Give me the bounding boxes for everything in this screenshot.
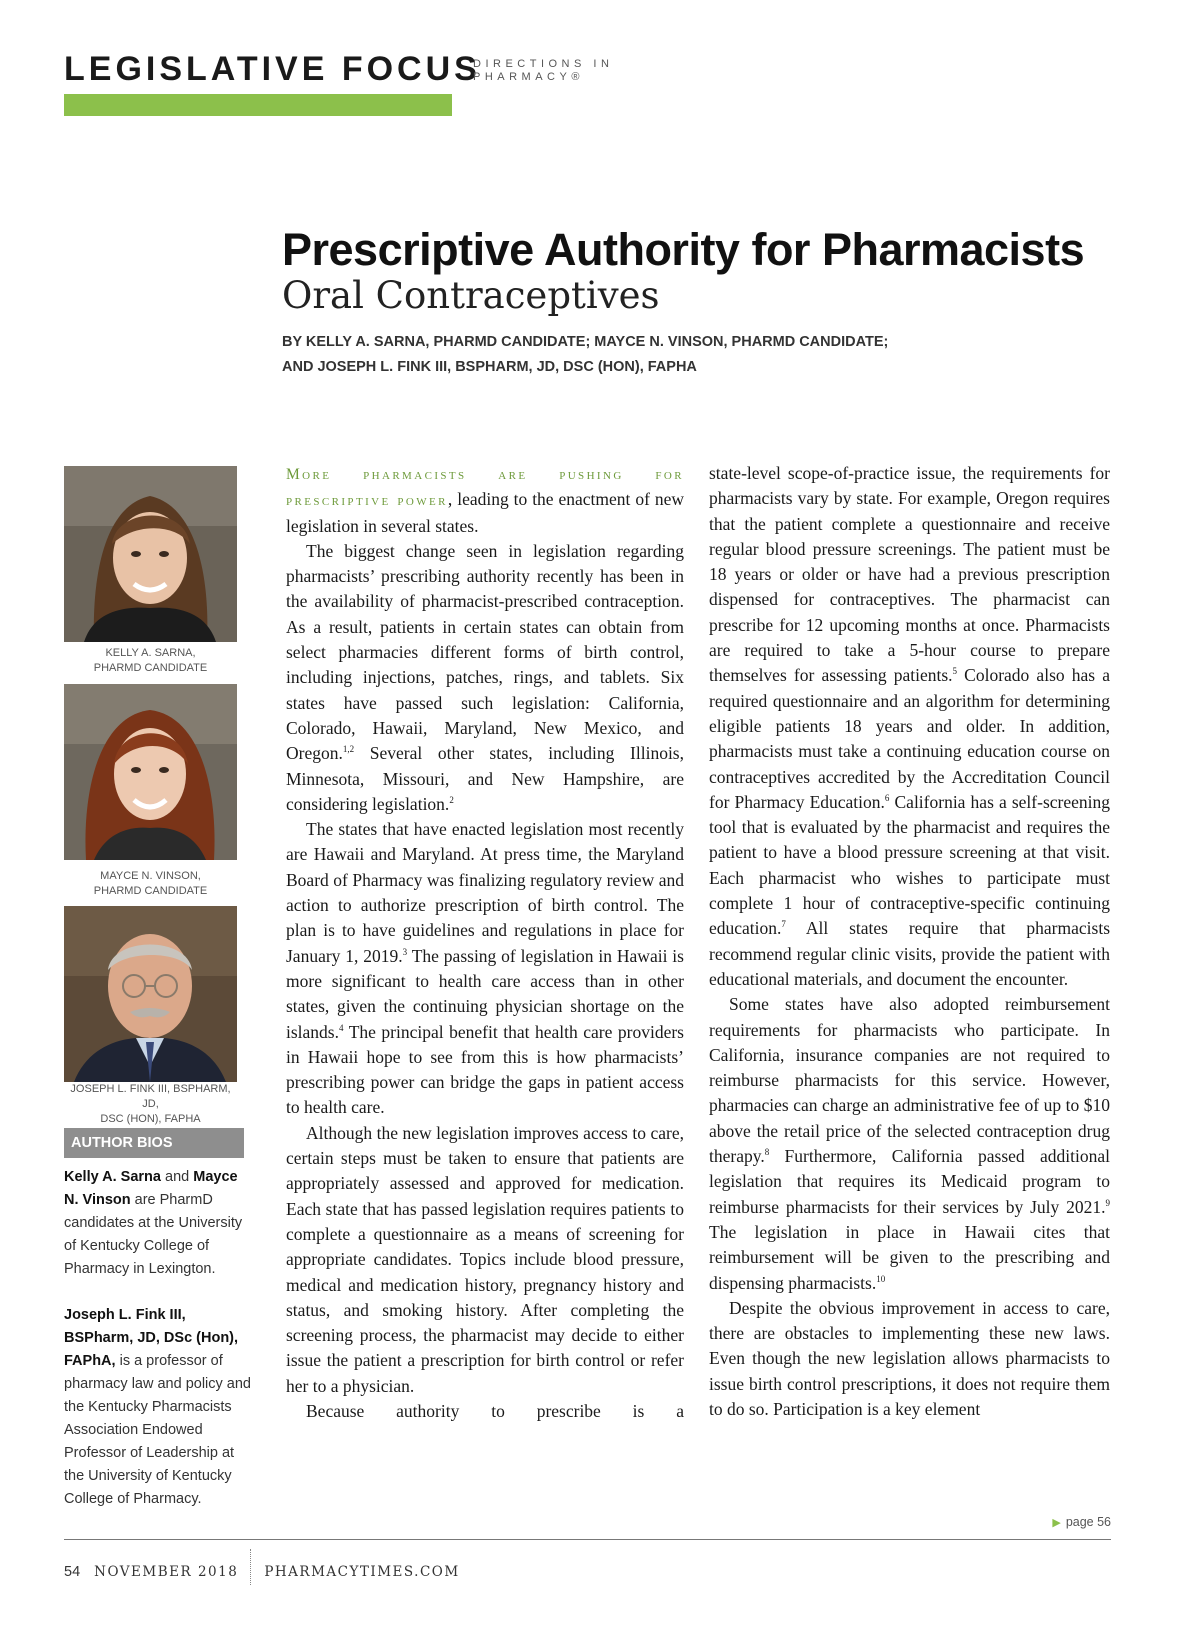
paragraph-text: Some states have also adopted reimbursement requirements for pharmacists who participate. In California, insurance companies are not required to reimburse pharmacists for this service. However, pharmacies can charge an administrative fee of up to $10 above the retail price of the selected contraception drug therapy. [709,994,1110,1167]
continued-on-page[interactable] [1052,1515,1111,1529]
paragraph [709,992,1110,1296]
body-column-1 [286,461,684,1424]
author-bio-fink [64,1304,254,1511]
author-caption-vinson [64,869,237,899]
section-accent-bar [64,94,452,116]
caption-line: JOSEPH L. FINK III, BSPHARM, JD, [70,1083,231,1110]
paragraph-text: The legislation in place in Hawaii cites that reimbursement will be given to the prescribing and dispensing pharmacists. [709,1221,1110,1293]
paragraph [709,1296,1110,1422]
paragraph [286,1399,684,1424]
footnote-ref: 7 [781,919,786,930]
paragraph-text: state-level scope-of-practice issue, the requirements for pharmacists vary by state. For example, Oregon requires that the patient complete a questionnaire and receive regular blood pressure screenings. The patient must be 18 years or older or have had a previous prescription dispensed for contraceptives. The pharmacist can prescribe for 12 upcoming months at once. Pharmacists are required to take a 5-hour course to prepare themselves for assessing patients. [709,463,1110,686]
paragraph-text: Several other states, including Illinois, Minnesota, Missouri, and New Hampshire, are considering legislation. [286,743,684,814]
paragraph [286,1121,684,1399]
byline-line-2: AND JOSEPH L. FINK III, BSPHARM, JD, DSC (HON), FAPHA [282,359,697,375]
caption-line: KELLY A. SARNA, [105,647,196,659]
paragraph-text: , leading to the enactment of new legislation in several states. [286,489,684,536]
paragraph-text: The biggest change seen in legislation regarding pharmacists’ prescribing authority recently has been in the availability of pharmacist-prescribed contraception. As a result, patients in certain states can obtain from select pharmacies different forms of birth control, including injections, patches, rings, and tablets. Six states have passed such legislation: California, Colorado, Hawaii, Maryland, New Mexico, and Oregon. [286,540,684,764]
caption-line: DSC (HON), FAPHA [100,1113,201,1125]
bio-text: is a professor of pharmacy law and policy and the Kentucky Pharmacists Association Endowed Professor of Leadership at the University of Kentucky College of Pharmacy. [64,1353,251,1507]
byline-line-1: BY KELLY A. SARNA, PHARMD CANDIDATE; MAYCE N. VINSON, PHARMD CANDIDATE; [282,334,889,350]
page-number: 54 [64,1564,81,1581]
paragraph-text: Although the new legislation improves access to care, certain steps must be taken to ensure that patients are appropriately assessed and approved for medication. Each state that has passed legislation requires patients to complete a questionnaire as a means of screening for appropriate candidates. Topics include blood pressure, medical and medication history, pregnancy history and status, and smoking history. After completing the screening process, the pharmacist may decide to either issue the patient a prescription for birth control or refer her to a physician. [286,1122,684,1396]
bio-name: Joseph L. Fink III, BSPharm, JD, DSc (Hon), FAPhA, [64,1307,239,1369]
byline [282,330,888,380]
author-photo-sarna [64,466,237,642]
bio-text: are PharmD candidates at the University of Kentucky College of Pharmacy in Lexington. [64,1192,243,1277]
paragraph [709,461,1110,992]
caption-line: PHARMD CANDIDATE [93,885,208,897]
lead-in: More pharmacists are pushing for prescriptive power [286,466,684,510]
caption-line: MAYCE N. VINSON, [100,870,201,882]
brand-mark [473,58,613,84]
brand-line-1: DIRECTIONS IN [473,58,614,70]
author-photo-fink [64,906,237,1082]
caption-line: PHARMD CANDIDATE [93,662,208,674]
footnote-ref: 1,2 [342,744,355,755]
brand-line-2: PHARMACY® [473,71,584,83]
footnote-ref: 4 [339,1022,344,1033]
paragraph [286,461,684,539]
author-caption-sarna [64,646,237,676]
footnote-ref: 8 [764,1147,770,1158]
footnote-ref: 6 [884,793,890,804]
page-footer [64,1555,460,1591]
paragraph-text: The passing of legislation in Hawaii is more significant to health care access than in other states, given the continuing physician shortage on the islands. [286,945,684,1042]
bio-name: Kelly A. Sarna [64,1169,161,1185]
bio-text: and [160,1169,194,1185]
author-bios-label: AUTHOR BIOS [64,1128,244,1158]
paragraph-text: California has a self-screening tool that is evaluated by the pharmacist and requires the patient to have a blood pressure screening at that visit. Each pharmacist who wishes to participate must complete 1 hour of contraceptive-specific continuing education. [709,791,1110,939]
footnote-ref: 2 [449,795,454,806]
footer-rule [64,1539,1111,1540]
paragraph [286,539,684,817]
footnote-ref: 5 [952,666,958,677]
author-photo-vinson [64,684,237,860]
paragraph [286,817,684,1121]
article-subtitle: Oral Contraceptives [282,274,660,317]
paragraph-text: Furthermore, California passed additional legislation that requires its Medicaid program to reimburse pharmacists for their services by July 2021. [709,1146,1110,1217]
paragraph-text: The states that have enacted legislation most recently are Hawaii and Maryland. At press time, the Maryland Board of Pharmacy was finalizing regulatory review and action to authorize prescription of birth control. The plan is to have guidelines and regulations in place for January 1, 2019. [286,819,684,966]
website-link[interactable]: PHARMACYTIMES.COM [264,1564,460,1581]
bio-name: Mayce N. Vinson [64,1169,238,1208]
article-title: Prescriptive Authority for Pharmacists [282,224,1085,275]
footnote-ref: 9 [1105,1197,1110,1208]
footnote-ref: 3 [402,946,408,957]
triangle-right-icon: ▶ [1052,1517,1061,1529]
paragraph-text: All states require that pharmacists recommend regular clinic visits, provide the patient with educational materials, and document the encounter. [709,918,1110,989]
paragraph-text: The principal benefit that health care providers in Hawaii hope to see from this is how pharmacists’ prescribing power can bridge the gaps in patient access to health care. [286,1021,684,1118]
paragraph-text: Despite the obvious improvement in access to care, there are obstacles to implementing these new laws. Even though the new legislation allows pharmacists to issue birth control prescriptions, it does not require them to do so. Participation is a key element [709,1297,1110,1419]
body-column-2 [709,461,1110,1422]
section-title: LEGISLATIVE FOCUS [64,50,481,88]
continued-label: page 56 [1065,1515,1111,1529]
footnote-ref: 10 [876,1273,886,1284]
paragraph-text: Because authority to prescribe is a [306,1400,684,1421]
paragraph-text: Colorado also has a required questionnaire and an algorithm for determining eligible patients 18 years and older. In addition, pharmacists must take a continuing education course on contraceptives accredited by the Accreditation Council for Pharmacy Education. [709,665,1110,812]
author-caption-fink [64,1082,237,1127]
footer-divider [250,1549,252,1585]
issue-date: NOVEMBER 2018 [94,1564,239,1581]
author-bio-students [64,1166,254,1281]
